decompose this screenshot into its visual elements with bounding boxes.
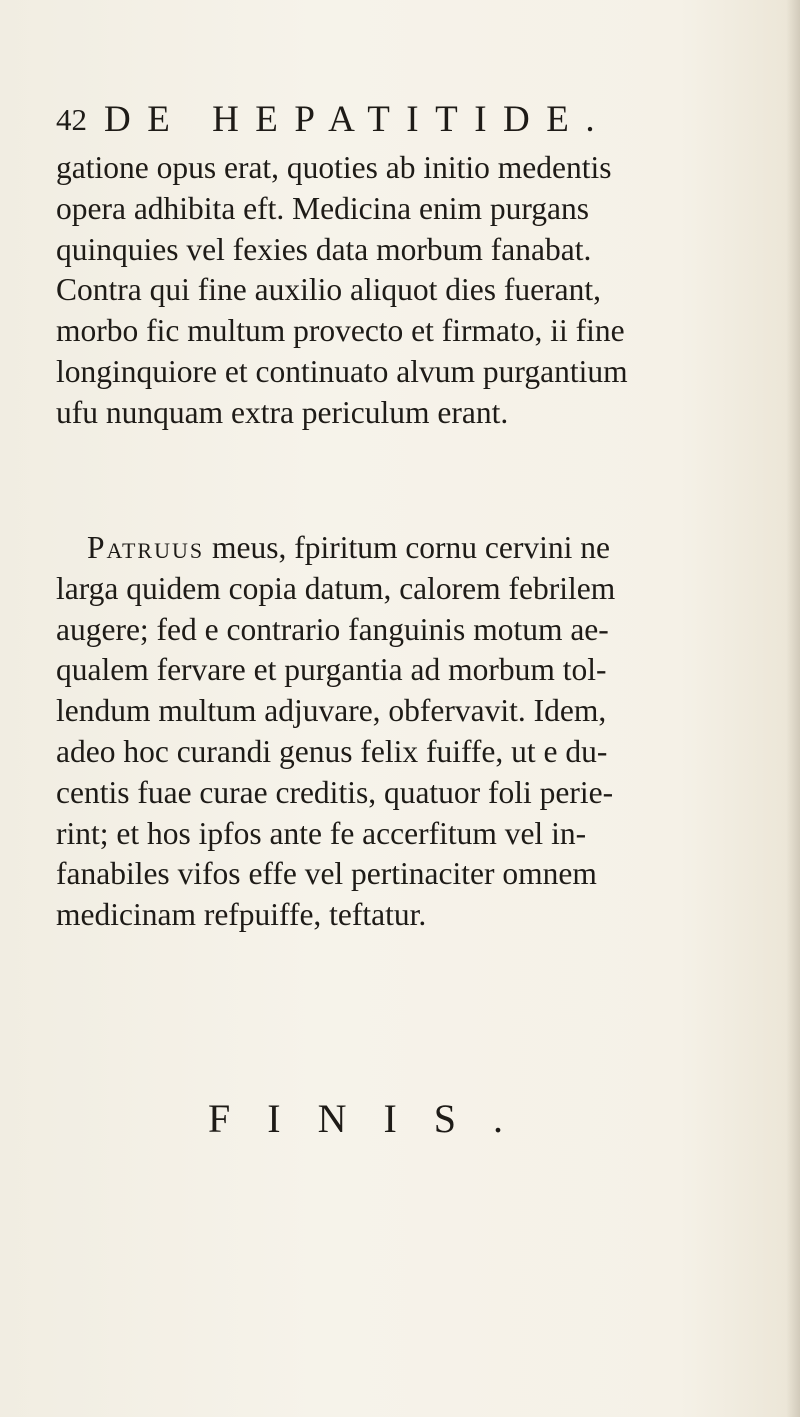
text-line: adeo hoc curandi genus felix fuiffe, ut e du- xyxy=(56,733,608,769)
text-line: medicinam refpuiffe, teftatur. xyxy=(56,897,427,933)
text-line: quinquies vel fexies data morbum fanabat. xyxy=(56,231,592,267)
page-number: 42 xyxy=(56,102,87,137)
paragraph-1 xyxy=(56,148,628,434)
text-line: augere; fed e contrario fanguinis motum ae- xyxy=(56,611,609,647)
first-line-rest: meus, fpiritum cornu cervini ne xyxy=(204,530,610,565)
text-line: fanabiles vifos effe vel pertinaciter omnem xyxy=(56,856,597,892)
text-line: ufu nunquam extra periculum erant. xyxy=(56,394,509,430)
text-line: morbo fic multum provecto et firmato, ii fine xyxy=(56,313,625,349)
opening-word: Patruus xyxy=(87,530,205,565)
text-line: Contra qui fine auxilio aliquot dies fuerant, xyxy=(56,272,601,308)
text-line: larga quidem copia datum, calorem febrilem xyxy=(56,570,616,606)
text-line: longinquiore et continuato alvum purgantium xyxy=(56,353,628,389)
text-line-first xyxy=(56,528,615,569)
text-line: qualem fervare et purgantia ad morbum tol- xyxy=(56,652,607,688)
running-title: DE HEPATITIDE. xyxy=(104,99,612,140)
text-line: centis fuae curae creditis, quatuor foli perie- xyxy=(56,774,614,810)
paragraph-2 xyxy=(56,528,615,936)
text-line: opera adhibita eft. Medicina enim purgans xyxy=(56,190,589,226)
page-header xyxy=(56,98,696,148)
text-line: gatione opus erat, quoties ab initio medentis xyxy=(56,150,612,185)
text-line: lendum multum adjuvare, obfervavit. Idem, xyxy=(56,693,607,729)
page-edge-shadow xyxy=(786,0,800,1417)
text-line: rint; et hos ipfos ante fe accerfitum vel in- xyxy=(56,815,587,851)
finis-closing: FINIS. xyxy=(208,1096,541,1141)
